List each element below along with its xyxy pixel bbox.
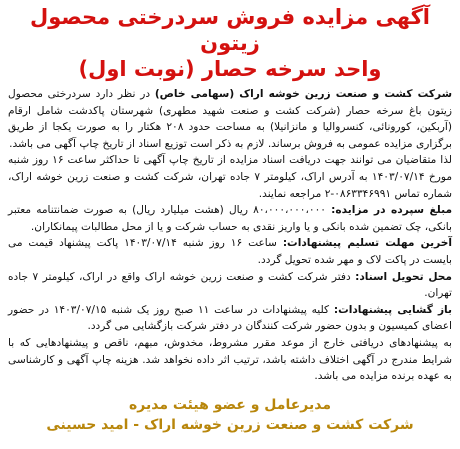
deadline-label: آخرین مهلت تسلیم پیشنهادات:	[282, 237, 452, 250]
delivery-text: دفتر شرکت کشت و صنعت زرین خوشه اراک واقع در اراک، کیلومتر ۷ جاده تهران.	[8, 270, 452, 300]
signature-block	[8, 395, 452, 435]
delivery-label: محل تحویل اسناد:	[355, 270, 452, 283]
deposit-text: ۸۰،۰۰۰،۰۰۰،۰۰۰ ریال (هشت میلیارد ریال) به صورت ضمانتنامه معتبر بانکی، چک تضمین شده بانکی و یا واریز نقدی به حساب شرکت و یا از محل مطالبات پیمانکاران.	[8, 204, 452, 233]
notice-title	[8, 4, 452, 82]
opening-text: کلیه پیشنهادات در ساعت ۱۱ صبح روز یک شنبه ۱۴۰۳/۰۷/۱۵ در حضور اعضای کمیسیون و بدون حضور شرکت کنندگان در دفتر شرکت بازگشایی می گردد.	[8, 303, 452, 333]
conditions-text: به پیشنهادهای دریافتی خارج از موعد مقرر مشروط، مخدوش، مبهم، ناقص و پیشنهادهایی که با شرایط مندرج در آگهی اختلاف داشته باشد، ترتیب اثر داده نخواهد شد. هزینه چاپ آگهی و کارشناسی به عهده برنده مزایده می باشد.	[8, 336, 452, 383]
deadline-text: ساعت ۱۶ روز شنبه ۱۴۰۳/۰۷/۱۴ پاکت پیشنهاد قیمت می بایست در پاکت لاک و مهر شده تحویل گردد.	[8, 237, 452, 266]
title-line-2: واحد سرخه حصار (نوبت اول)	[78, 57, 382, 81]
intro-paragraph	[8, 86, 452, 152]
company-name: شرکت کشت و صنعت زرین خوشه اراک (سهامی خاص)	[154, 88, 452, 100]
document-collection-text: لذا متقاضیان می توانند جهت دریافت اسناد مزایده از تاریخ چاپ آگهی تا حداکثر ساعت ۱۶ روز شنبه مورخ ۱۴۰۳/۰۷/۱۴ به آدرس اراک، کیلومتر ۷ جاده تهران، شرکت کشت و صنعت زرین خوشه اراک، شماره تماس ۰۸۶۳۳۴۶۹۹۱-۲ مراجعه نمایند.	[8, 154, 452, 200]
signature-company: شرکت کشت و صنعت زرین خوشه اراک - امید حسینی	[46, 417, 414, 433]
notice-body	[8, 86, 452, 385]
deadline-paragraph	[8, 235, 452, 268]
delivery-paragraph	[8, 269, 452, 302]
opening-paragraph	[8, 302, 452, 335]
intro-text: در نظر دارد سردرختی محصول زیتون باغ سرخه حصار (شرکت کشت و صنعت شهید مطهری) شهرستان پاکدشت شامل ارقام (آربکین، کورونائی، کنسروالیا و مانزانیلا) به مساحت حدود ۲۰۸ هکتار را به صورت یکجا از طریق برگزاری مزایده عمومی به فروش برساند. لازم به ذکر است توزیع اسناد از تاریخ چاپ آگهی می باشد.	[8, 88, 452, 150]
deposit-paragraph	[8, 202, 452, 235]
auction-notice	[8, 4, 452, 441]
opening-label: باز گشایی پیشنهادات:	[333, 303, 452, 316]
signature-title: مدیرعامل و عضو هیئت مدیره	[129, 397, 331, 413]
document-collection-paragraph	[8, 152, 452, 202]
deposit-label: مبلغ سپرده در مزایده:	[331, 204, 453, 217]
conditions-paragraph	[8, 335, 452, 385]
title-line-1: آگهی مزایده فروش سردرختی محصول زیتون	[29, 5, 431, 55]
